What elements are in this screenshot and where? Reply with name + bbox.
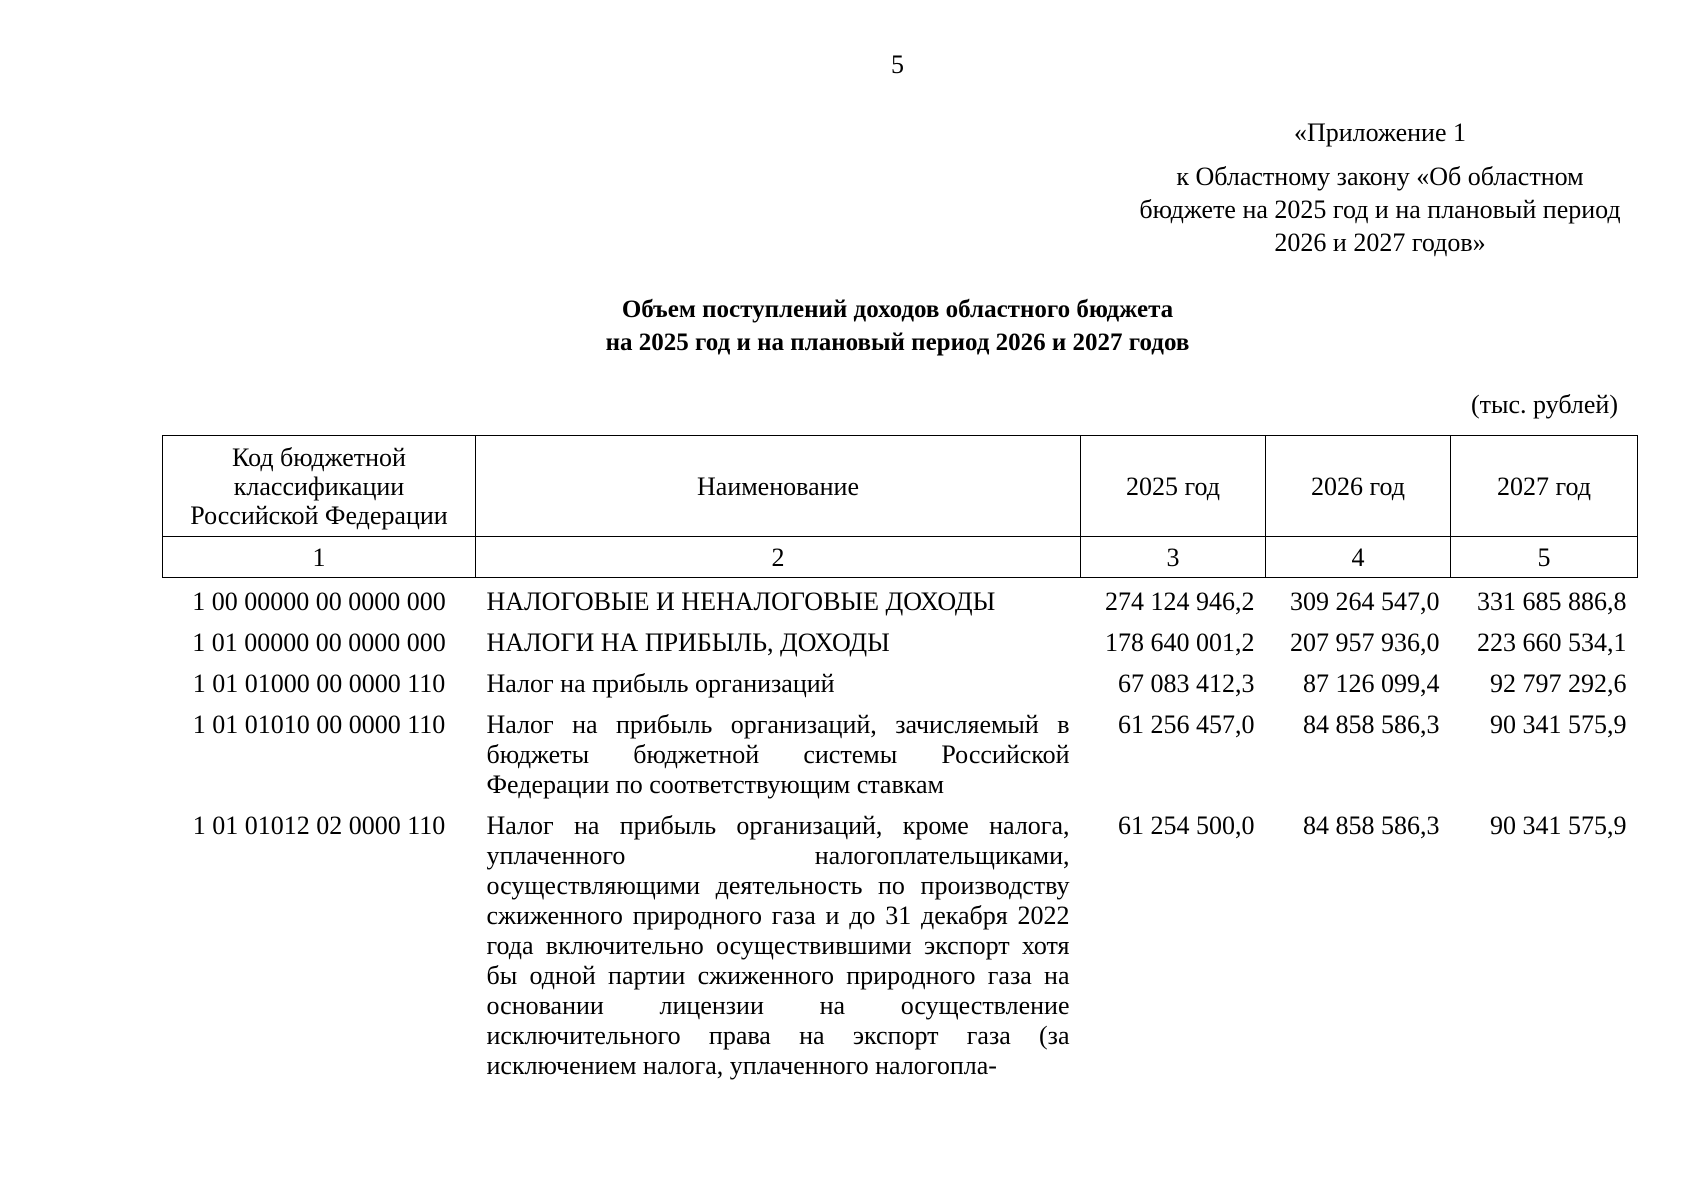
column-number: 4 [1266, 537, 1451, 578]
units-label: (тыс. рублей) [1470, 390, 1618, 419]
row-name: НАЛОГОВЫЕ И НЕНАЛОГОВЫЕ ДОХОДЫ [486, 587, 996, 616]
column-number: 2 [476, 537, 1081, 578]
row-value-2025: 274 124 946,2 [1105, 587, 1255, 616]
row-value-2025: 61 254 500,0 [1118, 811, 1255, 840]
header-name: Наименование [476, 436, 1081, 537]
table-row [163, 578, 1638, 629]
row-name: НАЛОГИ НА ПРИБЫЛЬ, ДОХОДЫ [486, 628, 890, 657]
row-value-2025: 67 083 412,3 [1118, 669, 1255, 698]
row-value-2025: 178 640 001,2 [1105, 628, 1255, 657]
header-2026: 2026 год [1266, 436, 1451, 537]
row-code: 1 00 00000 00 0000 000 [192, 587, 446, 616]
row-value-2027: 90 341 575,9 [1490, 710, 1627, 739]
column-number: 3 [1081, 537, 1266, 578]
row-value-2025: 61 256 457,0 [1118, 710, 1255, 739]
row-value-2027: 223 660 534,1 [1477, 628, 1627, 657]
table-column-numbers-row [163, 537, 1638, 578]
row-value-2026: 87 126 099,4 [1303, 669, 1440, 698]
header-code: Код бюджетной классификации Российской Федерации [163, 436, 476, 537]
row-code: 1 01 01010 00 0000 110 [192, 710, 446, 739]
row-code: 1 01 00000 00 0000 000 [192, 628, 446, 657]
table-row [163, 669, 1638, 710]
row-value-2026: 309 264 547,0 [1290, 587, 1440, 616]
row-name: Налог на прибыль организаций, зачисляемый в бюджеты бюджетной системы Российской Федерации по соответствующим ставкам [486, 710, 1070, 799]
revenue-table [162, 435, 1638, 1092]
page-number: 5 [891, 50, 904, 79]
row-code: 1 01 01012 02 0000 110 [192, 811, 446, 840]
document-title [0, 293, 1698, 359]
appendix-title: «Приложение 1 [1293, 118, 1467, 147]
document-title-line-2: на 2025 год и на плановый период 2026 и 2027 годов [605, 329, 1190, 356]
row-name: Налог на прибыль организаций, кроме налога, уплаченного налогоплательщиками, осуществляющими деятельность по производству сжиженного природного газа и до 31 декабря 2022 года включительно осуществившими экспорт хотя бы одной партии сжиженного природного газа на основании лицензии на осуществление исключительного права на экспорт газа (за исключением налога, уплаченного налогопла- [486, 811, 1070, 1080]
row-code: 1 01 01000 00 0000 110 [192, 669, 446, 698]
table-row [163, 710, 1638, 811]
table-row [163, 811, 1638, 1092]
appendix-reference: к Областному закону «Об областном бюджете на 2025 год и на плановый период 2026 и 2027 годов» [1139, 162, 1621, 257]
row-value-2027: 90 341 575,9 [1490, 811, 1627, 840]
column-number: 5 [1451, 537, 1638, 578]
header-2025: 2025 год [1081, 436, 1266, 537]
document-title-line-1: Объем поступлений доходов областного бюджета [621, 296, 1174, 323]
row-value-2026: 207 957 936,0 [1290, 628, 1440, 657]
row-name: Налог на прибыль организаций [486, 669, 835, 698]
table-header-row [163, 436, 1638, 537]
row-value-2026: 84 858 586,3 [1303, 710, 1440, 739]
header-2027: 2027 год [1451, 436, 1638, 537]
row-value-2027: 92 797 292,6 [1490, 669, 1627, 698]
row-value-2027: 331 685 886,8 [1477, 587, 1627, 616]
row-value-2026: 84 858 586,3 [1303, 811, 1440, 840]
column-number: 1 [163, 537, 476, 578]
table-row [163, 628, 1638, 669]
